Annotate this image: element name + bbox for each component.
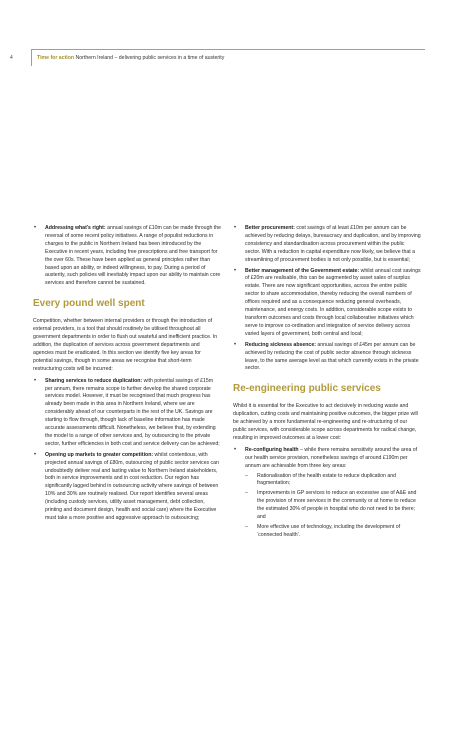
section-intro: Competition, whether between internal providers or through the introduction of external providers, is a tool that should routinely be utilised throughout all government departments in order to flush out wasteful and inefficient practice. In addition, the duplication of services across government departments and agencies must be eradicated. In this section we identify five key areas for potential savings, though in some areas we recognise that short-term restructuring costs will be incurred: — [33, 318, 218, 372]
left-top-bullets — [33, 225, 221, 288]
list-item — [33, 378, 221, 449]
bullet-text: with potential savings of £15m per annum, there remains scope to further develop the shared corporate services model. However, it must be recognised that much progress has already been made in this area in Northern Ireland, where we are considerably ahead of our counterparts in the rest of the UK. Savings are starting to flow through, though lack of baseline information has made accurate assessments difficult. Nonetheless, we believe that, by extending the model to a range of other services and, by outsourcing to the private sector, further efficiencies in both cost and service delivery can be achieved; — [45, 377, 220, 447]
bullet-text: annual savings of £45m per annum can be achieved by reducing the cost of public sector absence through sickness leave, to the same average level as that which currently exists in the private sector. — [245, 341, 419, 372]
bullet-lead: Sharing services to reduce duplication: — [45, 377, 143, 384]
left-bullets — [33, 378, 221, 523]
section-heading: Every pound well spent — [33, 298, 145, 310]
section-intro: Whilst it is essential for the Executive to act decisively in reducing waste and duplication, cutting costs and maintaining positive outcomes, the bigger prize will be achieved by a more fundamental re-engineering and re-structuring of our public services, with considerable scope across departments for radical change, resulting in improved outcomes at a lower cost: — [233, 403, 418, 441]
bullet-lead: Opening up markets to greater competition: — [45, 451, 154, 458]
list-item — [233, 268, 421, 339]
bullet-lead: Better procurement: — [245, 225, 295, 231]
section-heading: Re-engineering public services — [233, 383, 381, 395]
bullet-text: whilst annual cost savings of £20m are realisable, this can be augmented by asset sales of surplus estate. There are now significant opportunities, across the entire public sector to share accommodation, thereby reducing the overall numbers of offices required and as a consequence reducing general overheads, maintenance, and energy costs. In addition, considerable scope exists to transform outcomes and costs through local collaborative initiatives which serve to improve co-ordination and integration of service delivery across varied layers of government, both central and local; — [245, 267, 421, 337]
sub-list-item: – More effective use of technology, including the development of ‘connected health’. — [245, 524, 421, 540]
running-header — [37, 55, 224, 61]
header-title: Northern Ireland – delivering public services in a time of austerity — [75, 55, 225, 61]
bullet-lead: Better management of the Government estate: — [245, 267, 360, 274]
bullet-text: annual savings of £10m can be made through the reversal of some recent policy initiatives. A range of populist reductions in charges to the public in Northern Ireland has been introduced by the Executive in recent years, including free prescriptions and free transport for the over 60s. These have been applied as general principles rather than based upon an ability, or indeed willingness, to pay. During a period of austerity, such policies will inevitably impact upon our ability to maintain core services and therefore cannot be sustained. — [45, 225, 221, 287]
left-column — [33, 225, 221, 526]
bullet-lead: Re-configuring health — [245, 446, 299, 453]
bullet-text: whilst contentious, with projected annual savings of £80m, outsourcing of public sector services can undoubtedly deliver real and lasting value to Northern Ireland stakeholders, both in service improvements and in cost reduction. Our region has significantly lagged behind in outsourcing activity where savings of between 10% and 30% are routinely realised. Our report identifies several areas (including custody services, utility asset management, debt collection, printing and document design, health and social care) where the Executive must take a more positive and aggressive approach to outsourcing; — [45, 451, 219, 521]
page-number: 4 — [10, 55, 13, 61]
right-bullets — [233, 447, 421, 540]
list-item — [33, 225, 221, 288]
right-top-bullets — [233, 225, 421, 373]
list-item — [233, 342, 421, 374]
bullet-text: cost savings of at least £10m per annum can be achieved by reducing delays, bureaucracy and duplication, and by improving consistency and standardisation across procurement within the public sector. With a reduction in capital expenditure now likely, we believe that a streamlining of procurement bodies is not only possible, but is essential; — [245, 225, 421, 263]
header-accent: Time for action — [37, 55, 75, 61]
bullet-lead: Addressing what’s right: — [45, 225, 106, 231]
list-item — [233, 447, 421, 540]
sub-list-item: – Improvements in GP services to reduce an excessive use of A&E and the provision of more services in the community or at home to reduce the estimated 30% of people in hospital who do not need to be there; and — [245, 490, 421, 522]
bullet-lead: Reducing sickness absence: — [245, 341, 316, 348]
list-item — [233, 225, 421, 265]
sub-list-item: – Rationalisation of the health estate to reduce duplication and fragmentation; — [245, 473, 421, 489]
sub-list — [245, 473, 421, 540]
list-item — [33, 452, 221, 523]
bullet-text: – while there remains sensitivity around the area of our health service provision, nonetheless savings of around £190m per annum are achievable from three key areas: — [245, 446, 418, 469]
right-column — [233, 225, 421, 543]
